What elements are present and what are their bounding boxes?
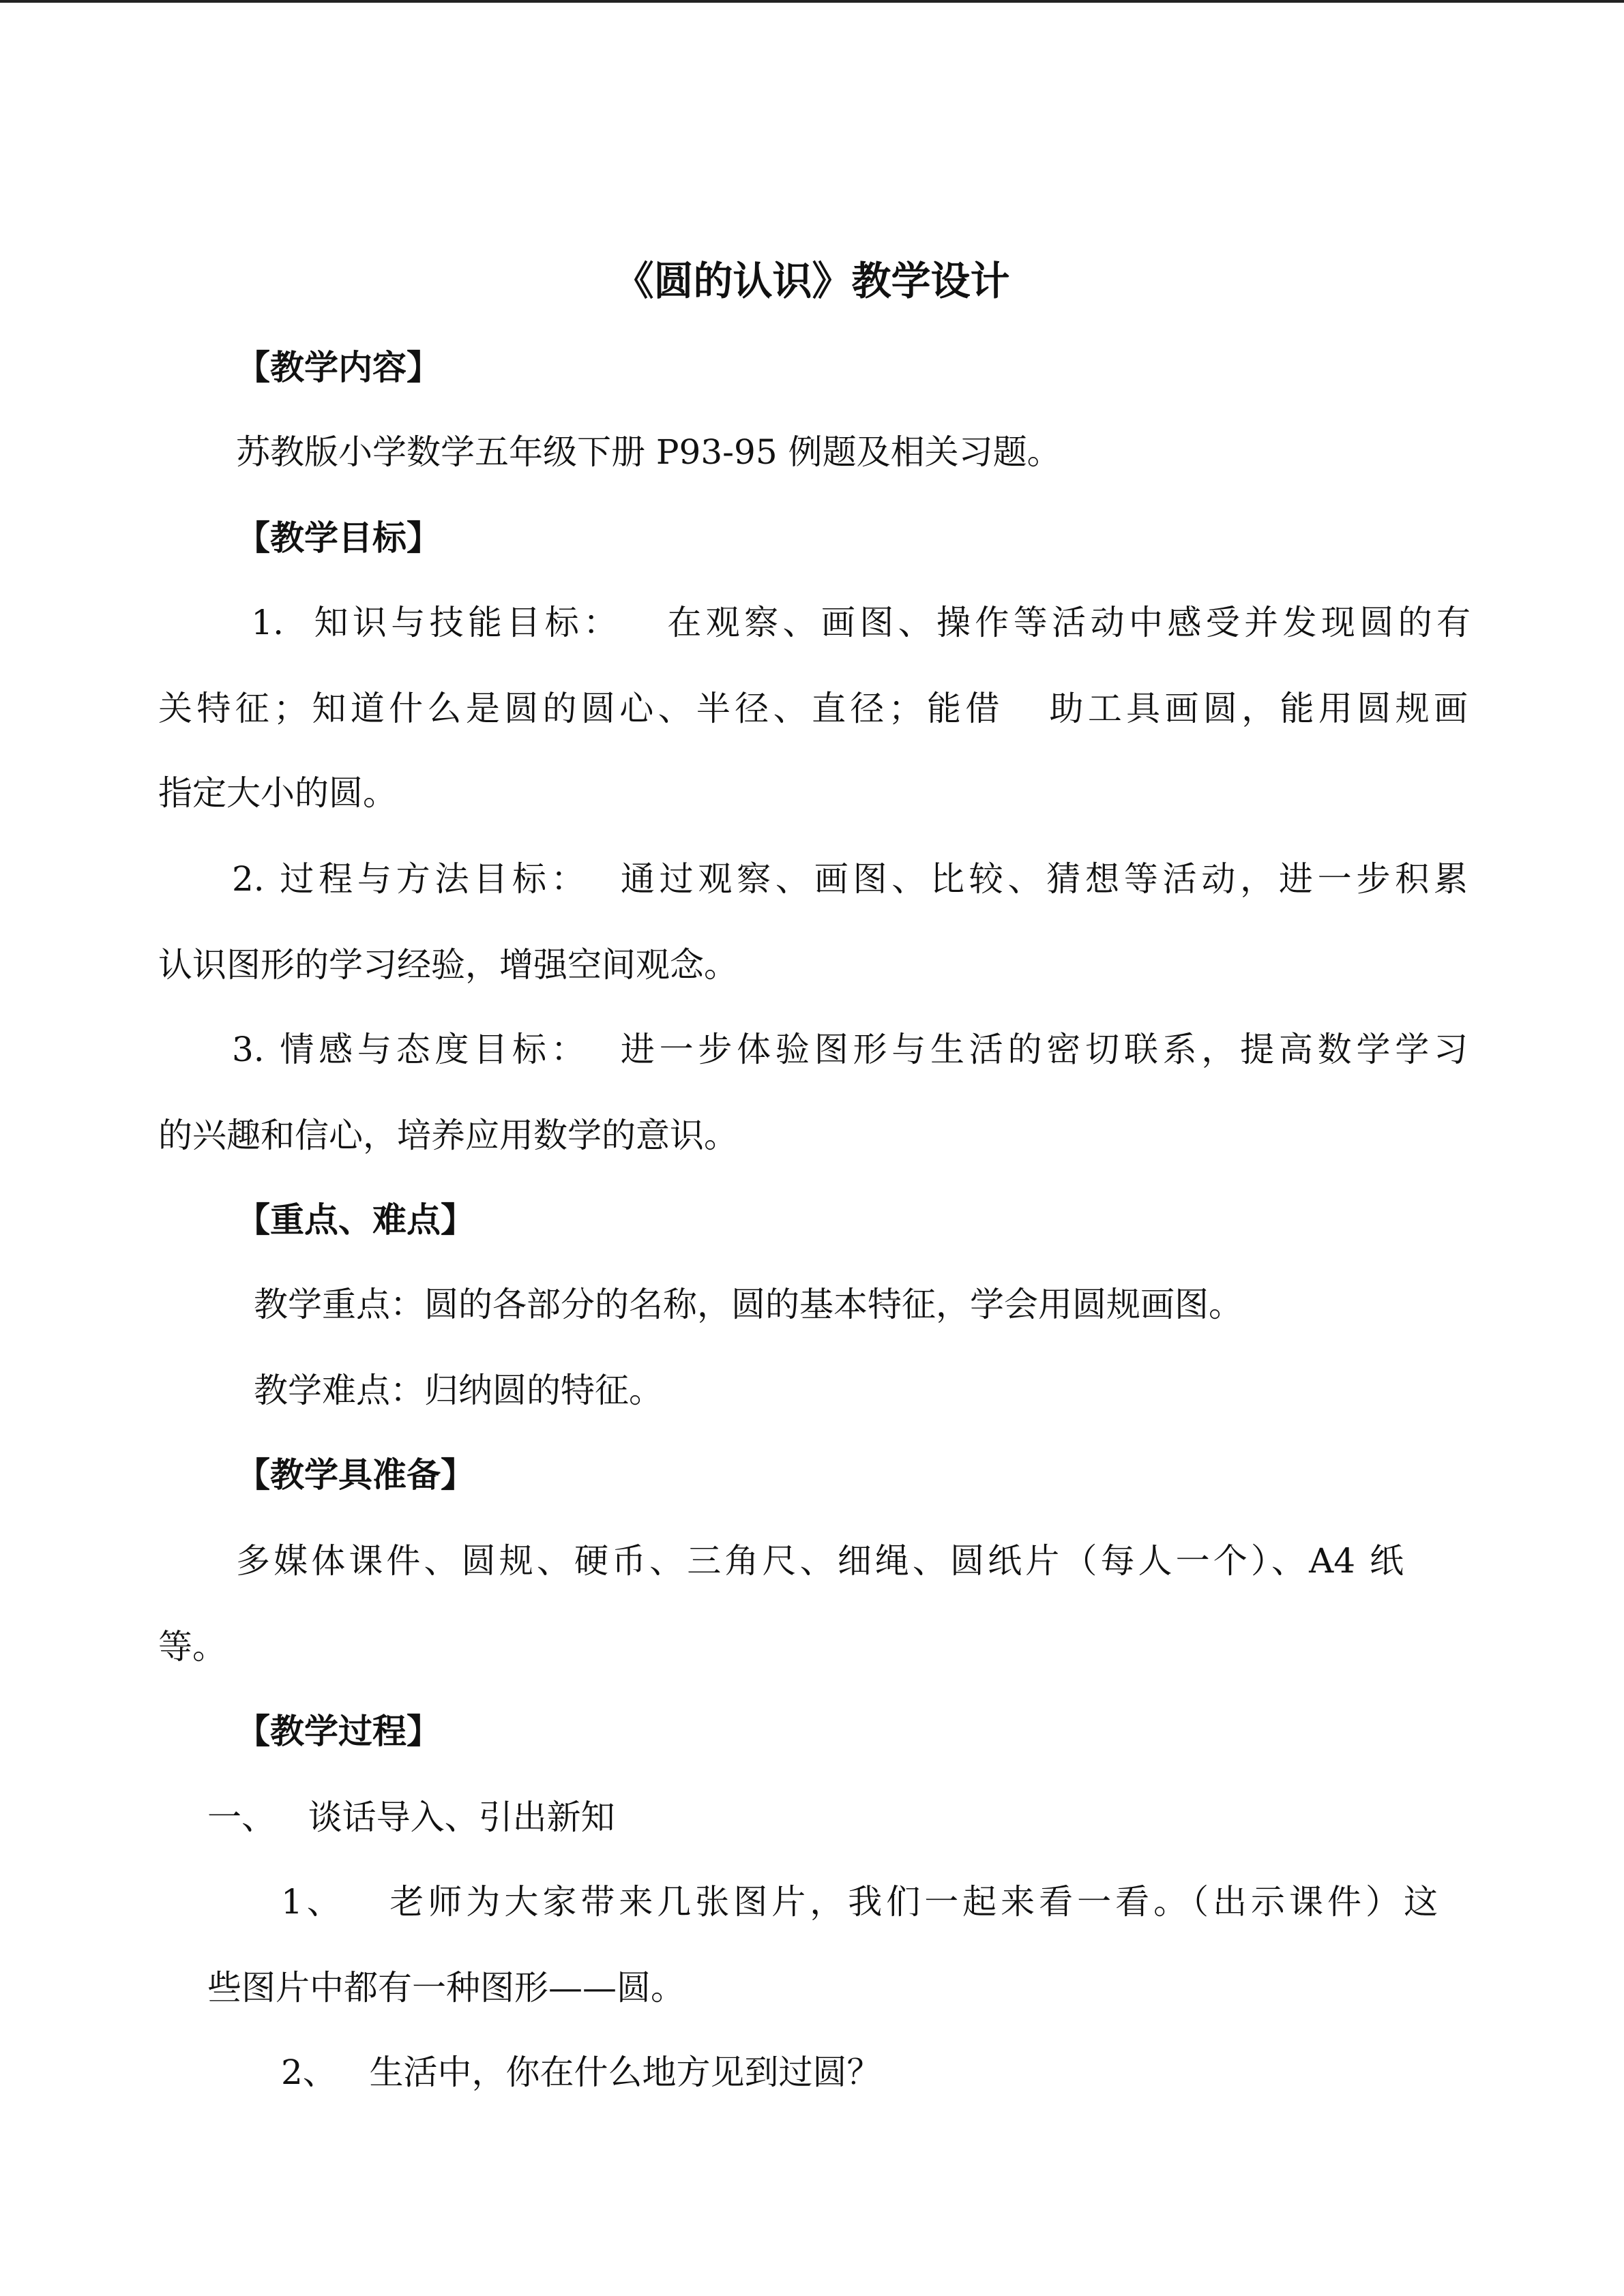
step1-item2: 2、 生活中，你在什么地方见到过圆？: [281, 2053, 881, 2092]
section-heading-key-points: 【重点、难点】: [236, 1200, 475, 1240]
page-top-border: [0, 0, 1624, 3]
content-text: 苏教版小学数学五年级下册 P93-95 例题及相关习题。: [236, 432, 1061, 472]
section-heading-preparation: 【教学具准备】: [236, 1455, 475, 1495]
section-heading-goals: 【教学目标】: [236, 518, 441, 558]
document-title: 《圆的认识》教学设计: [614, 258, 1010, 304]
goal3-line2: 的兴趣和信心，培养应用数学的意识。: [158, 1116, 738, 1155]
goal2-line2: 认识图形的学习经验，增强空间观念。: [158, 945, 738, 985]
key-point: 教学重点：圆的各部分的名称，圆的基本特征，学会用圆规画图。: [254, 1285, 1243, 1324]
goal3-line1: 3. 情感与态度目标： 进一步体验图形与生活的密切联系，提高数学学习: [232, 1030, 1468, 1069]
step1-item1-line2: 些图片中都有一种图形——圆。: [207, 1968, 685, 2008]
goal2-line1: 2. 过程与方法目标： 通过观察、画图、比较、猜想等活动，进一步积累: [232, 859, 1468, 899]
prep-line1: 多媒体课件、圆规、硬币、三角尺、细绳、圆纸片（每人一个）、A4 纸: [236, 1541, 1404, 1581]
section-heading-process: 【教学过程】: [236, 1712, 441, 1751]
step1-item1-line1: 1、 老师为大家带来几张图片，我们一起来看一看。（出示课件）这: [281, 1882, 1438, 1922]
section-heading-content: 【教学内容】: [236, 348, 441, 387]
difficult-point: 教学难点：归纳圆的特征。: [254, 1371, 663, 1410]
goal1-line2: 关特征；知道什么是圆的圆心、半径、直径；能借 助工具画圆，能用圆规画: [158, 689, 1468, 728]
goal1-line1: 1. 知识与技能目标： 在观察、画图、操作等活动中感受并发现圆的有: [236, 603, 1471, 642]
goal1-line3: 指定大小的圆。: [158, 773, 397, 813]
prep-line2: 等。: [158, 1627, 226, 1667]
step1-title: 一、 谈话导入、引出新知: [207, 1798, 615, 1837]
